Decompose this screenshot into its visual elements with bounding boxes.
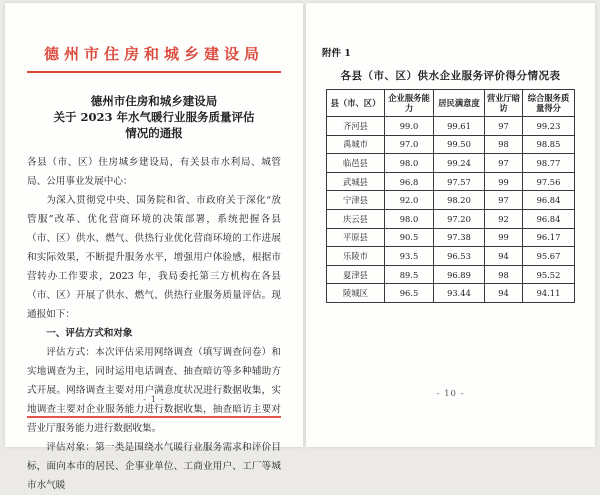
document-body bbox=[27, 153, 281, 495]
table-row bbox=[327, 265, 575, 284]
table-cell: 97.57 bbox=[434, 172, 485, 191]
page-1 bbox=[5, 3, 303, 491]
letterhead-rule bbox=[27, 71, 281, 73]
table-cell: 武城县 bbox=[327, 172, 385, 191]
table-cell: 98 bbox=[485, 265, 523, 284]
table-row bbox=[327, 191, 575, 210]
table-title: 各县（市、区）供水企业服务评价得分情况表 bbox=[340, 70, 561, 82]
table-cell: 平原县 bbox=[327, 228, 385, 247]
table-cell: 禹城市 bbox=[327, 135, 385, 154]
table-cell: 97.20 bbox=[434, 209, 485, 228]
table-cell: 97.38 bbox=[434, 228, 485, 247]
table-cell: 庆云县 bbox=[327, 209, 385, 228]
salutation-line: 各县（市、区）住房城乡建设局，有关县市水利局、城管局、公用事业发展中心： bbox=[27, 157, 281, 187]
document-title-line-2: 关于 2023 年水气暖行业服务质量评估 bbox=[53, 110, 255, 124]
table-cell: 90.5 bbox=[385, 228, 434, 247]
table-cell: 99.0 bbox=[385, 117, 434, 136]
section-heading: 一、评估方式和对象 bbox=[46, 328, 133, 339]
column-header: 营业厅暗访 bbox=[485, 90, 523, 117]
table-row bbox=[327, 117, 575, 136]
table-cell: 齐河县 bbox=[327, 117, 385, 136]
table-cell: 93.5 bbox=[385, 247, 434, 266]
table-cell: 97 bbox=[485, 191, 523, 210]
table-cell: 96.53 bbox=[434, 247, 485, 266]
attachment-label: 附件 1 bbox=[322, 48, 351, 59]
table-cell: 92 bbox=[485, 209, 523, 228]
table-cell: 94.11 bbox=[523, 284, 575, 303]
table-cell: 89.5 bbox=[385, 265, 434, 284]
table-cell: 99.24 bbox=[434, 154, 485, 173]
table-cell: 96.17 bbox=[523, 228, 575, 247]
paragraph-intro: 为深入贯彻党中央、国务院和省、市政府关于深化“放管服”改革、优化营商环境的决策部署，系统把握各县（市、区）供水、燃气、供热行业优化营商环境的工作进展和实际效果，不断提升服务水平，增强用户体验感，根据市营转办工作要求，2023 年，我局委托第三方机构在各县（市、区）开展了供水、燃气、供热行业服务质量评估。现通报如下： bbox=[27, 195, 281, 320]
table-cell: 98 bbox=[485, 135, 523, 154]
table-cell: 99 bbox=[485, 172, 523, 191]
table-header-row bbox=[327, 90, 575, 117]
table-cell: 99 bbox=[485, 228, 523, 247]
column-header: 县（市、区） bbox=[327, 90, 385, 117]
table-cell: 98.0 bbox=[385, 154, 434, 173]
table-cell: 95.52 bbox=[523, 265, 575, 284]
table-cell: 98.85 bbox=[523, 135, 575, 154]
table-cell: 97 bbox=[485, 154, 523, 173]
column-header: 居民满意度 bbox=[434, 90, 485, 117]
table-cell: 陵城区 bbox=[327, 284, 385, 303]
table-cell: 96.8 bbox=[385, 172, 434, 191]
table-cell: 99.50 bbox=[434, 135, 485, 154]
table-cell: 92.0 bbox=[385, 191, 434, 210]
document-title-line-3: 情况的通报 bbox=[125, 126, 183, 140]
table-cell: 93.44 bbox=[434, 284, 485, 303]
table-cell: 乐陵市 bbox=[327, 247, 385, 266]
table-cell: 97 bbox=[485, 117, 523, 136]
table-row bbox=[327, 154, 575, 173]
table-row bbox=[327, 228, 575, 247]
table-cell: 98.77 bbox=[523, 154, 575, 173]
table-cell: 97.0 bbox=[385, 135, 434, 154]
table-row bbox=[327, 247, 575, 266]
document-title-line-1: 德州市住房和城乡建设局 bbox=[90, 94, 218, 108]
table-cell: 98.0 bbox=[385, 209, 434, 228]
table-cell: 98.20 bbox=[434, 191, 485, 210]
table-cell: 临邑县 bbox=[327, 154, 385, 173]
footer-red-rule bbox=[27, 416, 281, 418]
table-cell: 97.56 bbox=[523, 172, 575, 191]
table-cell: 96.89 bbox=[434, 265, 485, 284]
table-row bbox=[327, 135, 575, 154]
table-cell: 94 bbox=[485, 247, 523, 266]
page-number-right: - 10 - bbox=[436, 389, 465, 399]
water-supply-score-table bbox=[326, 89, 575, 303]
table-cell: 96.84 bbox=[523, 191, 575, 210]
page-number-left: - 1 - bbox=[143, 395, 165, 405]
table-cell: 95.67 bbox=[523, 247, 575, 266]
table-row bbox=[327, 209, 575, 228]
letterhead-title: 德州市住房和城乡建设局 bbox=[43, 45, 264, 63]
table-cell: 94 bbox=[485, 284, 523, 303]
page-10 bbox=[306, 3, 595, 447]
table-cell: 宁津县 bbox=[327, 191, 385, 210]
column-header: 综合服务质量得分 bbox=[523, 90, 575, 117]
table-cell: 99.23 bbox=[523, 117, 575, 136]
table-cell: 96.5 bbox=[385, 284, 434, 303]
document-title bbox=[5, 93, 303, 141]
table-row bbox=[327, 172, 575, 191]
table-cell: 夏津县 bbox=[327, 265, 385, 284]
paragraph-method: 评估方式：本次评估采用网络调查（填写调查问卷）和实地调查为主，同时运用电话调查、抽查暗访等多种辅助方式开展。网络调查主要对用户满意度状况进行数据收集，实地调查主要对企业服务能力进行数据收集，抽查暗访主要对营业厅服务能力进行数据收集。 bbox=[27, 347, 281, 434]
table-cell: 96.84 bbox=[523, 209, 575, 228]
table-row bbox=[327, 284, 575, 303]
column-header: 企业服务能力 bbox=[385, 90, 434, 117]
paragraph-target: 评估对象：第一类是围绕水气暖行业服务需求和评价目标，面向本市的居民、企事业单位、工商业用户、工厂等城市水气暖 bbox=[27, 442, 281, 491]
table-cell: 99.61 bbox=[434, 117, 485, 136]
